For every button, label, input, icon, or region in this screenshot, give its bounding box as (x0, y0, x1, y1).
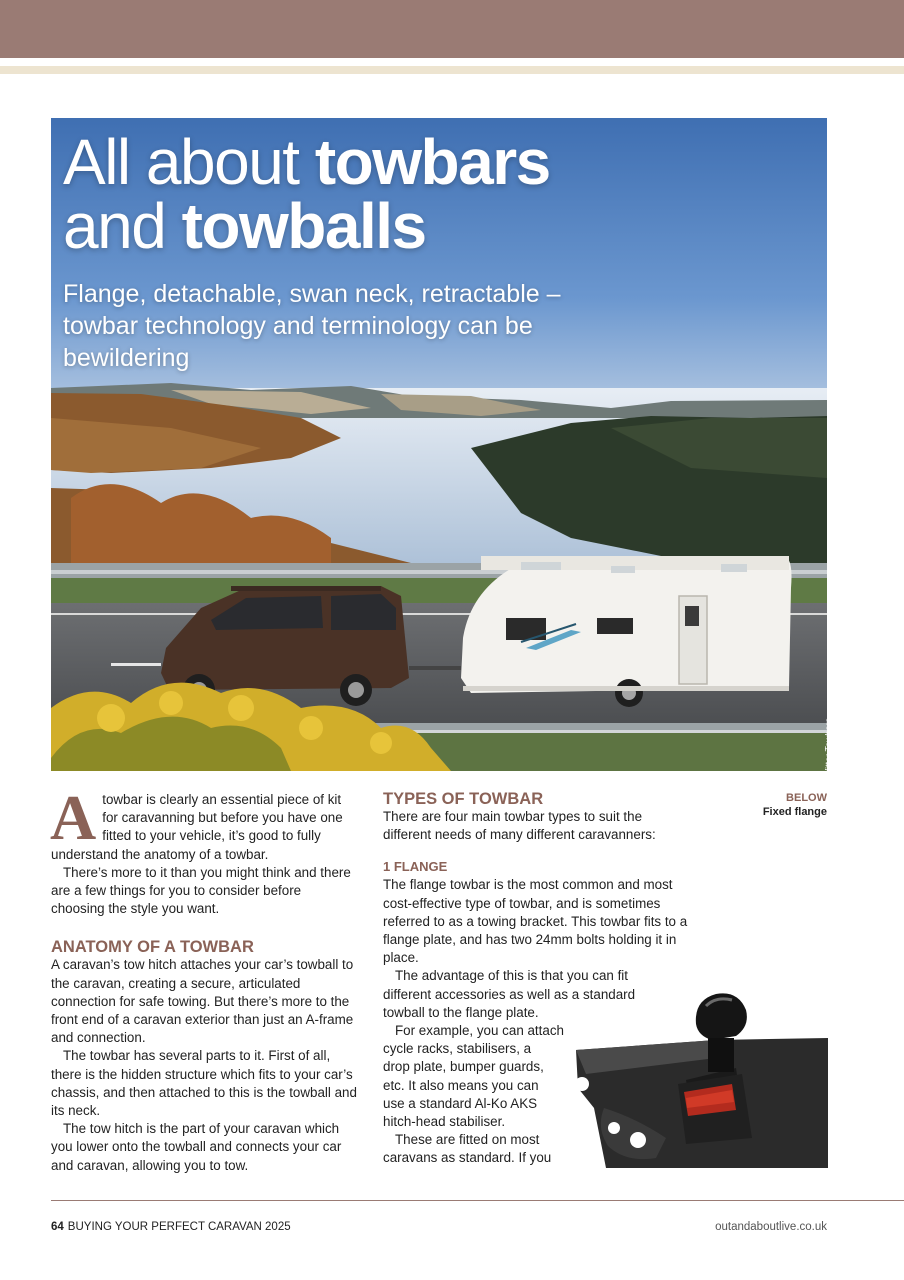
footer-divider (51, 1200, 904, 1201)
hero-image (51, 118, 833, 778)
footer-folio (51, 1221, 291, 1233)
drop-cap: A (50, 782, 97, 853)
paragraph: The tow hitch is the part of your caravan which you lower onto the towball and connects your car and caravan, allowing you to tow. (51, 1121, 342, 1173)
paragraph: The advantage of this is that you can fit different accessories as well as a standard (383, 968, 636, 1002)
header-band (0, 0, 904, 58)
image-caption (763, 791, 827, 819)
section-heading-anatomy: ANATOMY OF A TOWBAR (51, 938, 254, 957)
header-accent-stripe (0, 66, 904, 74)
caption-label: BELOW (786, 792, 827, 804)
paragraph: The towbar has several parts to it. First of all, there is the hidden structure which fits to your car’s chassis, and then attached to this is the towball and its neck. (51, 1048, 357, 1119)
paragraph-line: drop plate, bumper guards, (383, 1059, 544, 1075)
section-heading-types: TYPES OF TOWBAR (383, 790, 544, 808)
fixed-flange-towbar-illustration (566, 988, 828, 1168)
page-number: 64 (51, 1221, 64, 1233)
paragraph-line: caravans as standard. If you (383, 1150, 552, 1166)
subheading-flange: 1 FLANGE (383, 859, 448, 875)
paragraph: A caravan’s tow hitch attaches your car’s towball to the caravan, creating a secure, articulated connection for safe towing. But there’s more to the front end of a caravan exterior than just an A-frame and connection. (51, 957, 354, 1046)
paragraph: There are four main towbar types to suit the different needs of many different caravanners: (383, 809, 656, 843)
title-light-1: All about (63, 126, 315, 198)
paragraph-line: For example, you can attach (395, 1023, 564, 1039)
footer-website: outandaboutlive.co.uk (715, 1221, 827, 1233)
page-subtitle: Flange, detachable, swan neck, retractable – towbar technology and terminology can be bewildering (63, 280, 561, 372)
paragraph-line: etc. It also means you can (383, 1077, 539, 1093)
paragraph-line: hitch-head stabiliser. (383, 1114, 506, 1130)
paragraph-line: cycle racks, stabilisers, a (383, 1041, 532, 1057)
title-bold-1: towbars (314, 126, 550, 198)
page-title (63, 126, 550, 262)
paragraph: There’s more to it than you might think and there are a few things for you to consider before choosing the style you want. (51, 864, 351, 917)
caption-text: Fixed flange (762, 806, 827, 818)
paragraph-line: These are fitted on most (395, 1132, 540, 1148)
publication-title: BUYING YOUR PERFECT CARAVAN 2025 (67, 1221, 291, 1233)
title-bold-2: towballs (181, 190, 426, 262)
intro-paragraph: towbar is clearly an essential piece of kit for caravanning but before you have one fitted to your vehicle, it’s good to fully understand the anatomy of a towbar. (51, 792, 343, 862)
paragraph-line: use a standard Al-Ko AKS (383, 1095, 538, 1111)
article-column-1 (50, 782, 358, 1175)
photo-credit: Witter Towbars (823, 718, 833, 778)
paragraph: The flange towbar is the most common and most cost-effective type of towbar, and is sometimes referred to as a towing bracket. This towbar fits to a flange plate, and has two 24mm bolts holding it in place. (383, 877, 688, 966)
title-light-2: and (63, 190, 182, 262)
paragraph-line: towball to the flange plate. (383, 1004, 539, 1020)
towbar-product-image (566, 988, 828, 1168)
